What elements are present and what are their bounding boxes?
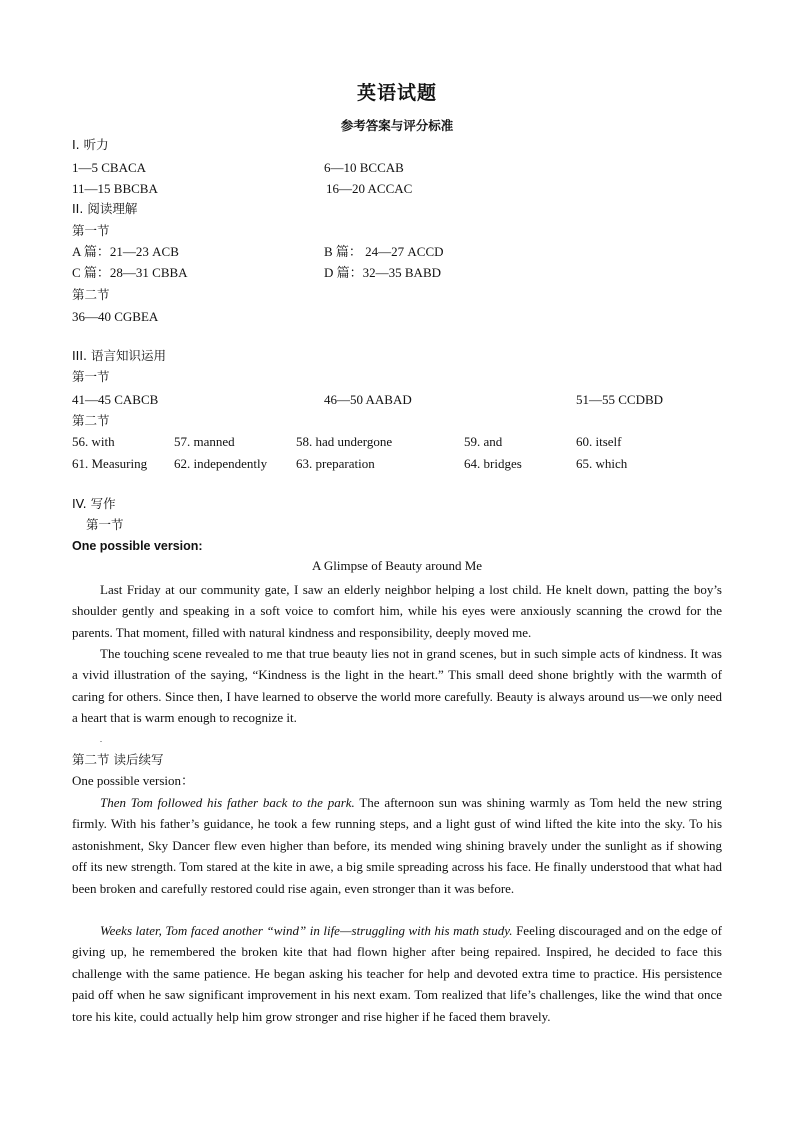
page-title: 英语试题 [356,82,437,104]
listening-answers-16-20: 16—20 ACCAC [326,181,413,196]
answer-57: 57. manned [174,434,235,449]
answer-60: 60. itself [576,434,622,449]
stray-dot: . [100,735,102,744]
continuation-body-2: Feeling discouraged and on the edge of giving up, he remembered the broken kite that had flown higher after being repaired. Inspired, he decided to face this challenge with the same patience. He began asking his teacher for help and devoted extra time to practice. His persistence paid off when he saw significant improvement in his next exam. Tom realized that life’s challenges, like the wind that once tore his kite, could actually help him grow stronger and rise higher if he faced them bravely. [72,923,722,1024]
reading-section-1: 第一节 [72,223,110,238]
reading-section-2: 第二节 [72,287,110,302]
language-answers-41-45: 41—45 CABCB [72,392,159,407]
essay-paragraph-2: The touching scene revealed to me that true beauty lies not in grand scenes, but in such simple acts of kindness. It was a vivid illustration of the saying, “Kindness is the light in the heart.” This small deed shone brightly with the warmth of caring for others. Since then, I have learned to observe the world more carefully. Beauty is always around us—we only need a heart that is warm enough to recognize it. [72,646,722,726]
listening-answers-11-15: 11—15 BBCBA [72,181,158,196]
language-section-2: 第二节 [72,413,110,428]
listening-answers-1-5: 1—5 CBACA [72,160,147,175]
possible-version-label-1: One possible version: [72,539,203,553]
language-answers-46-50: 46—50 AABAD [324,392,412,407]
reading-heading: II. 阅读理解 [72,201,138,216]
reading-passage-b: B 篇： 24—27 ACCD [324,244,444,259]
answer-65: 65. which [576,456,628,471]
answer-63: 63. preparation [296,456,375,471]
continuation-paragraph-2 [72,920,722,1027]
reading-passage-c: C 篇：28—31 CBBA [72,265,188,280]
continuation-lead-2: Weeks later, Tom faced another “wind” in life—struggling with his math study. [100,923,513,938]
language-section-1: 第一节 [72,369,110,384]
answer-64: 64. bridges [464,456,522,471]
answer-62: 62. independently [174,456,268,471]
reading-section-2-answers: 36—40 CGBEA [72,309,159,324]
answer-56: 56. with [72,434,115,449]
essay-title: A Glimpse of Beauty around Me [311,558,483,573]
possible-version-label-2: One possible version： [72,773,195,788]
writing-heading: IV. 写作 [72,496,116,511]
language-answers-51-55: 51—55 CCDBD [576,392,664,407]
essay-paragraph-1: Last Friday at our community gate, I saw an elderly neighbor helping a lost child. He knelt down, patting the boy’s shoulder gently and speaking in a soft voice to comfort him, while his eyes were anxiously scanning the crowd for the parents. That moment, filled with natural kindness and responsibility, deeply moved me. [72,582,722,640]
continuation-body-1: The afternoon sun was shining warmly as Tom held the new string firmly. With his father’s guidance, he took a few running steps, and a light gust of wind lifted the kite into the sky. To his astonishment, Sky Dancer flew even higher than before, its mended wing shining bravely under the sunlight as if showing off its new strength. Tom stared at the kite in awe, a big smile spreading across his face. He finally understood that what had been broken and carefully restored could rise again, even stronger than it was before. [72,795,722,896]
language-heading: III. 语言知识运用 [72,348,167,363]
reading-passage-d: D 篇：32—35 BABD [324,265,442,280]
continuation-lead-1: Then Tom followed his father back to the park. [100,795,355,810]
listening-answers-6-10: 6—10 BCCAB [324,160,404,175]
answer-58: 58. had undergone [296,434,393,449]
writing-section-1: 第一节 [86,517,124,532]
listening-heading: I. 听力 [72,137,109,152]
reading-passage-a: A 篇：21—23 ACB [72,244,179,259]
page-subtitle: 参考答案与评分标准 [340,118,454,133]
answer-59: 59. and [464,434,503,449]
continuation-paragraph-1 [72,792,722,899]
answer-61: 61. Measuring [72,456,148,471]
writing-section-2: 第二节 读后续写 [72,752,164,767]
